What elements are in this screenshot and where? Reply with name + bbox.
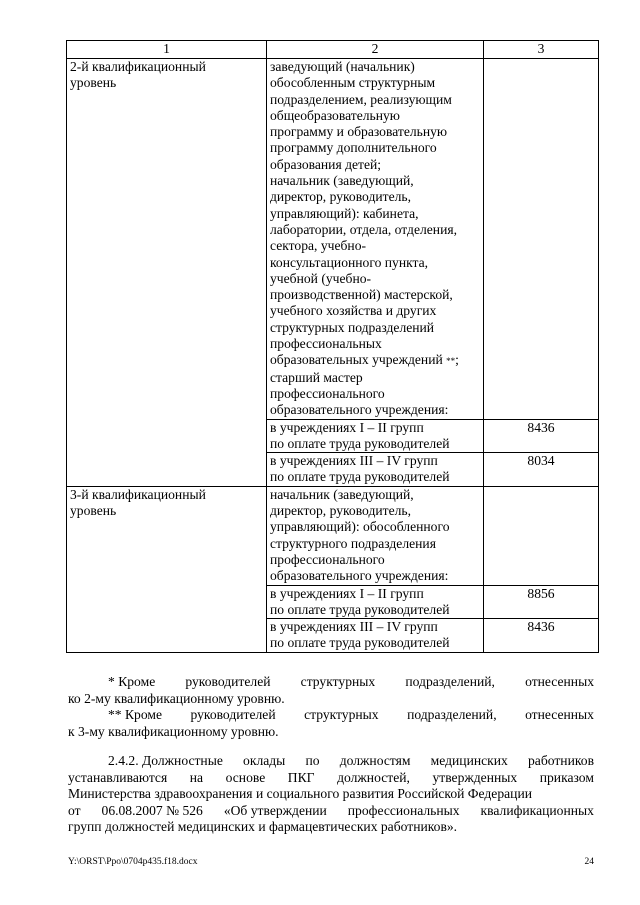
- position-line: программу дополнительного: [270, 140, 437, 156]
- qualification-level-cell: [67, 486, 267, 652]
- group-line: по оплате труда руководителей: [270, 635, 450, 651]
- page-number: 24: [584, 857, 594, 867]
- page-footer: [68, 857, 594, 867]
- word: отнесенных: [525, 707, 594, 722]
- level-label: уровень: [70, 75, 117, 91]
- word: приказом: [539, 769, 594, 785]
- salary-table: [66, 40, 599, 653]
- word: структурных: [300, 674, 376, 689]
- position-line: структурных подразделений: [270, 319, 435, 335]
- paragraph-line: [68, 786, 594, 803]
- word: должностям: [339, 753, 411, 768]
- paragraph-line: [68, 753, 594, 770]
- table-header-row: [67, 41, 599, 59]
- salary-cell-empty: [484, 59, 599, 420]
- group-cell: [267, 453, 484, 487]
- paragraph-2-4-2: [68, 753, 594, 836]
- paragraph-line: [68, 770, 594, 787]
- position-line: общеобразовательную: [270, 107, 400, 123]
- position-line: профессионального: [270, 551, 385, 567]
- position-line: консультационного пункта,: [270, 254, 429, 270]
- footnote-line: [68, 674, 594, 691]
- word: 06.08.2007 № 526: [101, 802, 203, 818]
- position-line: структурного подразделения: [270, 535, 436, 551]
- salary-value: 8436: [484, 419, 599, 453]
- group-line: в учреждениях III – IV групп: [270, 619, 438, 635]
- word: медицинских: [430, 753, 508, 768]
- word: руководителей: [190, 707, 276, 722]
- position-line: сектора, учебно-: [270, 238, 367, 254]
- position-line: директор, руководитель,: [270, 503, 412, 519]
- level-label: уровень: [70, 503, 117, 519]
- position-line: образовательного учреждения:: [270, 568, 449, 584]
- group-cell: [267, 619, 484, 653]
- group-line: по оплате труда руководителей: [270, 601, 450, 617]
- word: 2.4.2. Должностные: [108, 753, 223, 768]
- group-cell: [267, 585, 484, 619]
- position-line: [270, 352, 480, 369]
- word: подразделений,: [405, 674, 495, 689]
- position-line: профессиональных: [270, 336, 382, 352]
- word: Министерства здравоохранения и социального развития Российской Федерации: [68, 786, 532, 802]
- paragraph-line: групп должностей медицинских и фармацевтических работников».: [68, 819, 458, 835]
- file-path: Y:\ORST\Ppo\0704p435.f18.docx: [68, 857, 198, 867]
- salary-cell-empty: [484, 486, 599, 585]
- header-cell: 1: [67, 41, 267, 59]
- word: ** Кроме: [108, 707, 163, 722]
- word: профессиональных: [347, 802, 460, 818]
- position-line: образования детей;: [270, 156, 382, 172]
- word: структурных: [304, 707, 379, 722]
- paragraph-line: [68, 803, 594, 820]
- position-line: профессионального: [270, 385, 385, 401]
- word: по: [305, 753, 320, 768]
- group-line: по оплате труда руководителей: [270, 435, 450, 451]
- header-cell: 3: [484, 41, 599, 59]
- position-line: учебного хозяйства и других: [270, 303, 437, 319]
- position-line: производственной) мастерской,: [270, 287, 453, 303]
- position-line: учебной (учебно-: [270, 270, 372, 286]
- position-line: программу и образовательную: [270, 124, 448, 140]
- group-line: в учреждениях I – II групп: [270, 419, 424, 435]
- position-line: директор, руководитель,: [270, 189, 412, 205]
- word: подразделений,: [407, 707, 497, 722]
- word: оклады: [243, 753, 286, 768]
- word: «Об утверждении: [223, 802, 327, 818]
- header-cell: 2: [267, 41, 484, 59]
- word: * Кроме: [108, 674, 156, 689]
- word: устанавливаются: [68, 769, 168, 785]
- salary-value: 8856: [484, 585, 599, 619]
- word: на: [189, 769, 204, 785]
- level-label: 3-й квалификационный: [70, 486, 206, 502]
- footnote-line: к 3-му квалификационному уровню.: [68, 723, 279, 739]
- salary-value: 8034: [484, 453, 599, 487]
- group-line: в учреждениях III – IV групп: [270, 453, 438, 469]
- table-row: [67, 59, 599, 420]
- position-line: заведующий (начальник): [270, 59, 415, 74]
- position-text: образовательных учреждений: [270, 352, 443, 368]
- footnote-line: [68, 707, 594, 724]
- word: работников: [528, 753, 594, 768]
- positions-cell: [267, 486, 484, 585]
- position-line: образовательного учреждения:: [270, 402, 449, 418]
- punctuation: ;: [455, 352, 459, 368]
- group-line: в учреждениях I – II групп: [270, 585, 424, 601]
- position-line: обособленным структурным: [270, 75, 436, 91]
- position-line: начальник (заведующий,: [270, 173, 414, 189]
- position-line: начальник (заведующий,: [270, 486, 414, 502]
- group-line: по оплате труда руководителей: [270, 469, 450, 485]
- table-row: [67, 486, 599, 585]
- word: отнесенных: [525, 674, 594, 689]
- footnote-mark: **: [446, 356, 456, 367]
- position-line: лаборатории, отдела, отделения,: [270, 221, 457, 237]
- positions-cell: [267, 59, 484, 420]
- position-line: управляющий): обособленного: [270, 519, 450, 535]
- salary-value: 8436: [484, 619, 599, 653]
- footnote-2: [68, 707, 594, 740]
- word: квалификационных: [480, 802, 594, 818]
- word: от: [68, 802, 81, 818]
- word: должностей,: [337, 769, 410, 785]
- position-line: управляющий): кабинета,: [270, 205, 419, 221]
- word: утвержденных: [432, 769, 518, 785]
- position-line: подразделением, реализующим: [270, 91, 452, 107]
- level-label: 2-й квалификационный: [70, 59, 206, 74]
- footnote-line: ко 2-му квалификационному уровню.: [68, 690, 285, 706]
- group-cell: [267, 419, 484, 453]
- qualification-level-cell: [67, 59, 267, 487]
- position-line: старший мастер: [270, 369, 363, 385]
- footnote-1: [68, 674, 594, 707]
- word: основе: [225, 769, 266, 785]
- word: ПКГ: [287, 769, 315, 785]
- word: руководителей: [185, 674, 271, 689]
